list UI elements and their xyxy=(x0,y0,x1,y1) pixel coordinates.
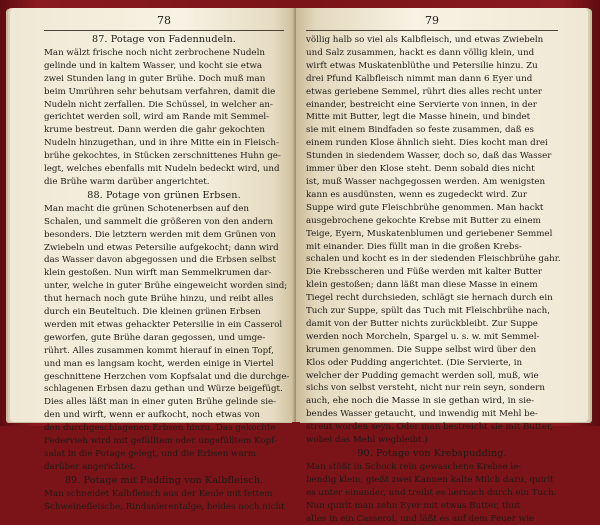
recipe-heading: 90. Potage von Krebspudding. xyxy=(357,448,507,459)
text-line: etwas geriebene Semmel, rührt dies alles recht unter xyxy=(306,86,542,97)
text-line: welcher der Pudding gemacht werden soll, muß, wie xyxy=(306,370,539,381)
recipe-paragraph xyxy=(306,34,561,447)
recipe-paragraph xyxy=(306,461,558,525)
text-line: gerichtet werden soll, wird am Rande mit Semmel- xyxy=(44,112,270,123)
text-line: wobei das Mehl wegbleibt.) xyxy=(306,435,428,446)
text-line: Man wälzt frische noch nicht zerbrochene Nudeln xyxy=(44,47,265,58)
text-line: Tuch zur Suppe, spült das Tuch mit Fleischbrühe nach, xyxy=(306,306,550,317)
text-line: wirft etwas Muskatenblüthe und Petersilie hinzu. Zu xyxy=(306,60,538,71)
text-line: die Brühe warm darüber angerichtet. xyxy=(44,176,210,187)
text-line: darüber angerichtet. xyxy=(44,461,136,472)
text-line: Dies alles läßt man in einer guten Brühe gelinde sie- xyxy=(44,397,277,408)
text-line: kann es ausdünsten, wenn es zugedeckt wird. Zur xyxy=(306,189,528,200)
text-line: den und wirft, wenn er aufkocht, noch etwas von xyxy=(44,410,260,421)
text-line: rührt. Alles zusammen kommt hierauf in einen Topf, xyxy=(44,345,274,356)
text-line: und man es langsam kocht, werden einige in Viertel xyxy=(44,358,274,369)
text-line: Man stößt in Schock rein gewaschene Krebse le- xyxy=(306,461,522,472)
text-line: Schalen, und sammelt die größeren von den andern xyxy=(44,216,273,227)
text-line: drei Pfund Kalbfleisch nimmt man dann 6 Eyer und xyxy=(306,73,533,84)
text-line: sie mit einem Bindfaden so feste zusammen, daß es xyxy=(306,125,534,136)
text-line: Suppe wird gute Fleischbrühe genommen. Man hackt xyxy=(306,202,544,213)
text-line: thut hernach noch gute Brühe hinzu, und reibt alles xyxy=(44,294,274,305)
text-line: streut worden seyn. Oder man bestreicht sie mit Butter, xyxy=(306,422,554,433)
page-body xyxy=(44,34,290,514)
text-line: unter, welche in guter Brühe eingeweicht worden sind; xyxy=(44,281,288,292)
recipe-heading: 89. Potage mit Pudding von Kalbfleisch. xyxy=(64,474,264,486)
text-line: schlagenen Erbsen dazu gethan und Würze beigefügt. xyxy=(44,384,283,395)
text-line: salat in die Potage gelegt, und die Erbsen warm xyxy=(44,449,257,459)
right-page xyxy=(296,8,588,524)
text-line: klein gestoßen. Nun wirft man Semmelkrumen dar- xyxy=(44,268,272,279)
text-line: durch ein Beuteltuch. Die kleinen grünen Erbsen xyxy=(44,307,261,318)
text-line: legt, welches ebenfalls mit Nudeln bedeckt wird, und xyxy=(44,164,280,175)
left-page xyxy=(10,8,296,512)
page-body xyxy=(306,34,561,525)
text-line: bendes Wasser getaucht, und inwendig mit Mehl be- xyxy=(306,409,538,420)
text-line: beim Umrühren sehr behutsam verfahren, damit die xyxy=(44,86,276,97)
text-line: krumen genommen. Die Suppe selbst wird über den xyxy=(306,344,537,355)
text-line: und Salz zusammen, hackt es dann völlig klein, und xyxy=(306,47,535,58)
text-line: Stunden in siedendem Wasser, doch so, daß das Wasser xyxy=(306,151,552,162)
text-line: völlig halb so viel als Kalbfleisch, und etwas Zwiebeln xyxy=(306,35,544,45)
text-line: Nun quirlt man zehn Eyer mit etwas Butter, thut xyxy=(306,500,521,511)
text-line: werden mit etwas gehackter Petersilie in ein Casserol xyxy=(44,319,283,330)
text-line: ausgebrochene gekochte Krebse mit Butter zu einem xyxy=(306,215,541,226)
text-line: Nudeln hinzugethan, und in ihre Mitte ein in Fleisch- xyxy=(44,138,279,149)
text-line: Nudeln nicht zerfallen. Die Schüssel, in welcher an- xyxy=(44,99,273,110)
text-line: es unter einander, und treibt es hernach durch ein Tuch. xyxy=(306,487,557,498)
page-number: 79 xyxy=(306,14,558,31)
text-line: damit von der Butter nichts zurückbleibt. Zur Suppe xyxy=(306,318,538,329)
text-line: immer über den Klose steht. Denn sobald dies nicht xyxy=(306,164,535,175)
recipe-paragraph xyxy=(44,488,284,514)
text-line: Klos oder Pudding angerichtet. (Die Servierte, in xyxy=(306,357,523,368)
text-line: zwei Stunden lang in guter Brühe. Doch muß man xyxy=(44,73,266,84)
text-line: mit einander. Dies füllt man in die großen Krebs- xyxy=(306,241,522,252)
text-line: Schweinefleische, Rindsnierentalge, beides noch nicht xyxy=(44,501,285,512)
text-line: ist, muß Wasser nachgegossen werden. Am wenigsten xyxy=(306,176,546,187)
text-line: Teige, Eyern, Muskatenblumen und geriebener Semmel xyxy=(306,228,553,239)
text-line: bendig klein, gießt zwei Kannen kalte Milch dazu, quirlt xyxy=(306,474,554,485)
text-line: einander, bestreicht eine Servierte von innen, in der xyxy=(306,99,537,110)
text-line: geschnittene Herzchen vom Kopfsalat und die durchge- xyxy=(44,371,290,382)
text-line: Federvieh wird mit gefülltem oder ungefülltem Kopf- xyxy=(44,436,278,447)
text-line: auch, ehe noch die Masse in sie gethan wird, in sie- xyxy=(306,396,535,407)
text-line: Man macht die grünen Schotenerbsen auf den xyxy=(44,203,249,214)
text-line: den durchgeschlagenen Erbsen hinzu. Das gekochte xyxy=(44,423,276,434)
text-line: Man schneidet Kalbfleisch aus der Keule mit fettem xyxy=(44,488,273,499)
text-line: das Wasser davon abgegossen und die Erbsen selbst xyxy=(44,255,276,266)
page-number: 78 xyxy=(44,14,284,31)
text-line: Zwiebeln und etwas Petersilie aufgekocht; dann wird xyxy=(44,242,279,253)
recipe-heading: 88. Potage von grünen Erbsen. xyxy=(87,189,241,201)
recipe-paragraph xyxy=(44,47,284,189)
text-line: schalen und kocht es in der siedenden Fleischbrühe gahr. xyxy=(306,254,561,265)
text-line: sichs von selbst versteht, nicht nur rein seyn, sondern xyxy=(306,383,545,394)
text-line: einem runden Klose ähnlich sieht. Dies kocht man drei xyxy=(306,138,548,149)
text-line: Tiegel recht durchsieden, schlägt sie hernach durch ein xyxy=(306,293,553,304)
text-line: brühe gekochtes, in Stücken zerschnittenes Huhn ge- xyxy=(44,151,281,162)
recipe-heading: 87. Potage von Fadennudeln. xyxy=(92,34,236,45)
text-line: gelinde und in kaltem Wasser, und kocht sie etwa xyxy=(44,60,263,71)
text-line: klein gestoßen; dann läßt man diese Masse in einem xyxy=(306,280,538,291)
text-line: Mitte mit Butter, legt die Masse hinein, und bindet xyxy=(306,112,531,123)
text-line: werden noch Morcheln, Spargel u. s. w. mit Semmel- xyxy=(306,331,540,342)
text-line: besonders. Die letztern werden mit dem Grünen von xyxy=(44,229,276,240)
text-line: alles in ein Casserol, und läßt es auf dem Feuer wie xyxy=(306,513,535,524)
text-line: geworfen, gute Brühe daran gegossen, und umge- xyxy=(44,332,266,343)
text-line: Die Krebsscheren und Füße werden mit kalter Butter xyxy=(306,267,543,278)
recipe-paragraph xyxy=(44,203,290,474)
text-line: krume bestreut. Dann werden die gahr gekochten xyxy=(44,125,265,136)
